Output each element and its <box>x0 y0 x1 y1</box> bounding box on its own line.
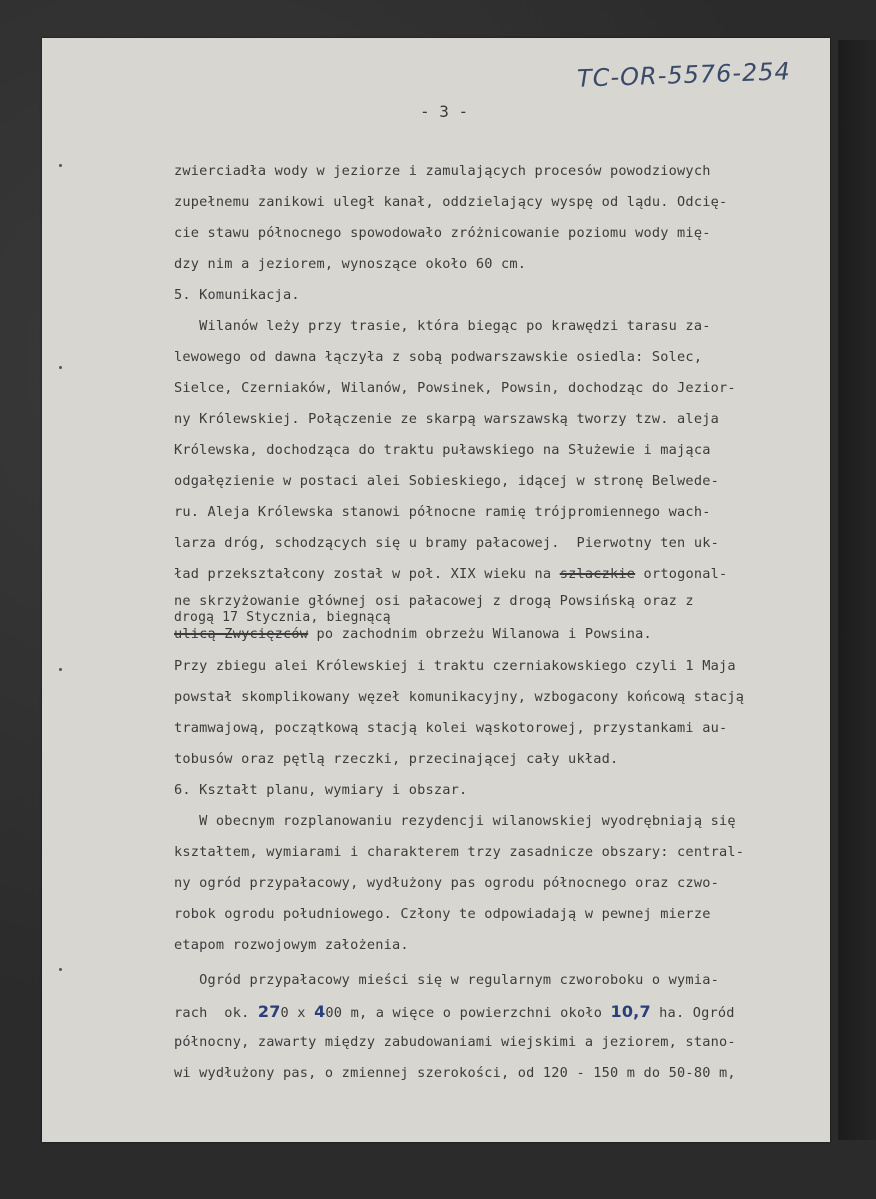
text-line: wi wydłużony pas, o zmiennej szerokości, od 120 - 150 m do 50-80 m, <box>174 1065 736 1081</box>
text-line: ru. Aleja Królewska stanowi północne ramię trójpromiennego wach- <box>174 504 711 520</box>
text-line: W obecnym rozplanowaniu rezydencji wilanowskiej wyodrębniają się <box>174 813 736 829</box>
text-line: Wilanów leży przy trasie, która biegąc po krawędzi tarasu za- <box>174 318 711 334</box>
text-line: larza dróg, schodzących się u bramy pałacowej. Pierwotny ten uk- <box>174 535 719 551</box>
document-page <box>42 38 830 1142</box>
text-line: ny ogród przypałacowy, wydłużony pas ogrodu północnego oraz czwo- <box>174 875 719 891</box>
text-line <box>174 996 830 1027</box>
line-part: 00 m, a więce o powierzchni około <box>325 1005 603 1021</box>
text-line: tramwajową, początkową stacją kolei wąskotorowej, przystankami au- <box>174 720 728 736</box>
punch-hole <box>59 366 62 369</box>
struck-text: ulicą Zwycięzców <box>174 626 309 642</box>
text-line: Królewska, dochodząca do traktu puławskiego na Służewie i mająca <box>174 442 711 458</box>
text-line: północny, zawarty między zabudowaniami wiejskimi a jeziorem, stano- <box>174 1034 736 1050</box>
line-part: ha. Ogród <box>659 1005 735 1021</box>
text-line: kształtem, wymiarami i charakterem trzy zasadnicze obszary: central- <box>174 844 745 860</box>
punch-hole <box>59 164 62 167</box>
text-line: zupełnemu zanikowi uległ kanał, oddzielający wyspę od lądu. Odcię- <box>174 194 728 210</box>
line-part: ład przekształcony został w poł. XIX wieku na <box>174 566 552 582</box>
page-shadow <box>838 40 876 1140</box>
struck-text: szlaczkie <box>559 566 636 582</box>
text-line: etapom rozwojowym założenia. <box>174 937 409 953</box>
text-line <box>174 559 830 590</box>
handwritten-number: 27 <box>257 1002 281 1021</box>
interlinear-insertion: drogą 17 Stycznia, biegnącą <box>174 610 391 625</box>
text-line: Przy zbiegu alei Królewskiej i traktu czerniakowskiego czyli 1 Maja <box>174 658 736 674</box>
handwritten-number: 10,7 <box>610 1002 651 1021</box>
punch-hole <box>59 968 62 971</box>
line-part: po zachodnim obrzeżu Wilanowa i Powsina. <box>316 626 652 642</box>
text-line: tobusów oraz pętlą rzeczki, przecinającej cały układ. <box>174 751 619 767</box>
section-heading: 5. Komunikacja. <box>174 287 300 303</box>
handwritten-number: 4 <box>314 1002 326 1021</box>
section-heading: 6. Kształt planu, wymiary i obszar. <box>174 782 468 798</box>
text-line <box>174 624 830 644</box>
text-line: odgałęzienie w postaci alei Sobieskiego, idącej w stronę Belwede- <box>174 473 719 489</box>
text-line: ne skrzyżowanie głównej osi pałacowej z drogą Powsińską oraz z <box>174 593 694 609</box>
text-line: powstał skomplikowany węzeł komunikacyjny, wzbogacony końcową stacją <box>174 689 745 705</box>
text-line: cie stawu północnego spowodowało zróżnicowanie poziomu wody mię- <box>174 225 711 241</box>
text-line: ny Królewskiej. Połączenie ze skarpą warszawską tworzy tzw. aleja <box>174 411 719 427</box>
text-line: lewowego od dawna łączyła z sobą podwarszawskie osiedla: Solec, <box>174 349 703 365</box>
page-number: - 3 - <box>420 102 469 121</box>
text-line: dzy nim a jeziorem, wynoszące około 60 cm. <box>174 256 527 272</box>
text-line: Ogród przypałacowy mieści się w regularnym czworoboku o wymia- <box>174 972 719 988</box>
line-part: 0 x <box>280 1005 306 1021</box>
archive-signature: TC-OR-5576-254 <box>576 57 792 93</box>
line-part: rach ok. <box>174 1005 250 1021</box>
text-line: robok ogrodu południowego. Człony te odpowiadają w pewnej mierze <box>174 906 711 922</box>
text-line: Sielce, Czerniaków, Wilanów, Powsinek, Powsin, dochodząc do Jezior- <box>174 380 736 396</box>
typed-text <box>174 156 830 1089</box>
line-part: ortogonal- <box>643 566 728 582</box>
punch-hole <box>59 668 62 671</box>
text-line: zwierciadła wody w jeziorze i zamulających procesów powodziowych <box>174 163 711 179</box>
